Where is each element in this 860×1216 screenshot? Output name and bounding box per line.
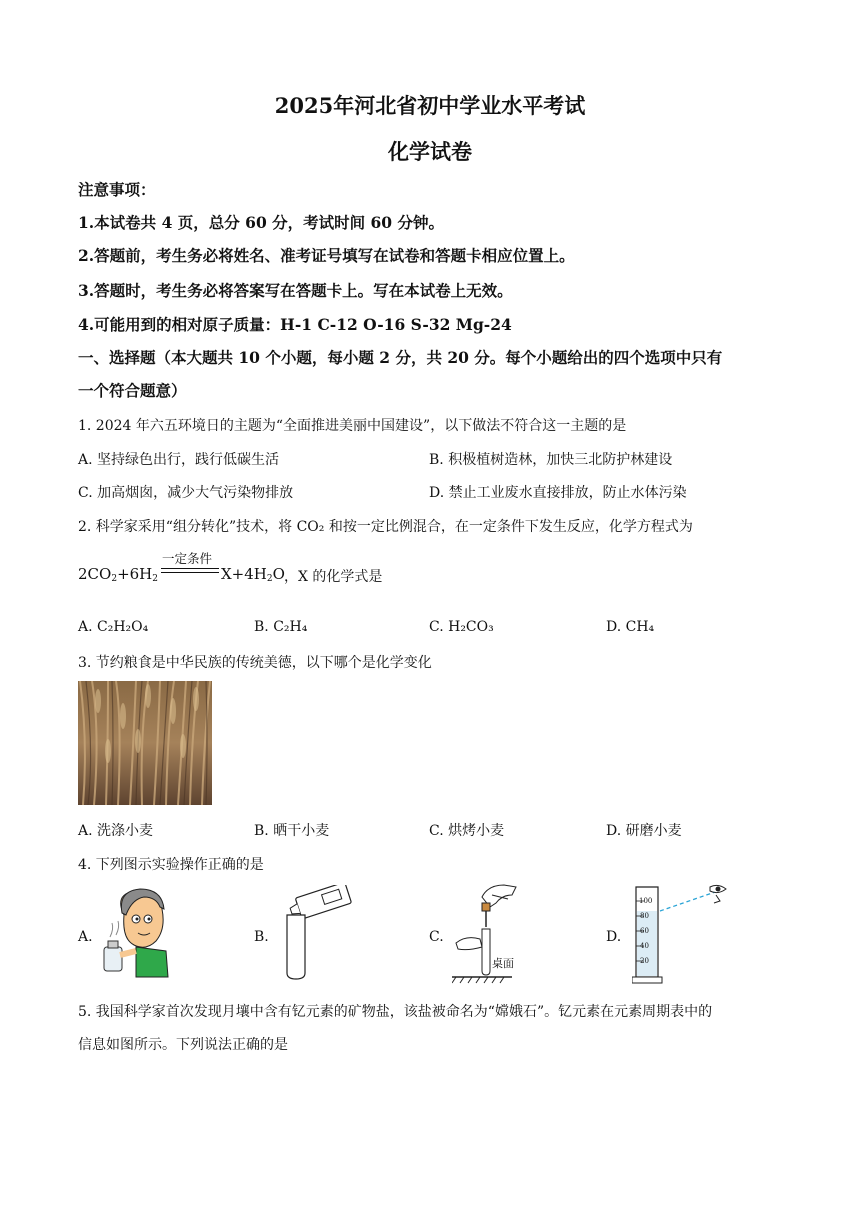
q3-stem: 3. 节约粮食是中华民族的传统美德，以下哪个是化学变化 [78, 655, 432, 671]
graduated-cylinder-figure [632, 883, 730, 987]
q5-stem: 5. 我国科学家首次发现月壤中含有钇元素的矿物盐，该盐被命名为“嫦娥石”。钇元素在元素周期表中的 [78, 1004, 713, 1020]
dropper-figure [452, 881, 522, 985]
q2-stem: 2. 科学家采用“组分转化”技术，将 CO₂ 和按一定比例混合，在一定条件下发生反应，化学方程式为 [78, 519, 693, 535]
q2-option-b: B. C₂H₄ [254, 619, 308, 635]
wheat-photo [78, 681, 212, 805]
q3-option-b: B. 晒干小麦 [254, 823, 330, 839]
q2-option-a: A. C₂H₂O₄ [78, 619, 149, 635]
page-title: 2025年河北省初中学业水平考试 [274, 93, 586, 118]
q1-stem: 1. 2024 年六五环境日的主题为“全面推进美丽中国建设”，以下做法不符合这一主题的是 [78, 418, 627, 434]
scale-80: 80 [640, 912, 649, 920]
q4-option-c: C. [429, 929, 444, 945]
q1-option-c: C. 加高烟囱，减少大气污染物排放 [78, 485, 294, 501]
section-heading: 一、选择题（本大题共 10 个小题，每小题 2 分，共 20 分。每个小题给出的四个选项中只有 [78, 348, 723, 367]
q1-option-a: A. 坚持绿色出行，践行低碳生活 [78, 452, 280, 468]
page-subtitle: 化学试卷 [388, 139, 472, 164]
note-item: 1.本试卷共 4 页，总分 60 分，考试时间 60 分钟。 [78, 213, 444, 232]
q2-option-c: C. H₂CO₃ [429, 619, 494, 635]
notes-heading: 注意事项： [78, 180, 156, 199]
q5-stem-cont: 信息如图所示。下列说法正确的是 [78, 1037, 288, 1053]
q2-equation: $2CO_2+6H_2$ 一定条件 $X+4H_2O$ ，X 的化学式是 [78, 551, 383, 585]
desk-label: 桌面 [492, 957, 514, 970]
equation-condition: 一定条件 [162, 551, 213, 566]
q2-option-d: D. CH₄ [606, 619, 655, 635]
q3-option-d: D. 研磨小麦 [606, 823, 682, 839]
smelling-gas-figure [96, 885, 172, 979]
scale-40: 40 [640, 942, 649, 950]
note-item: 2.答题前，考生务必将姓名、准考证号填写在试卷和答题卡相应位置上。 [78, 246, 575, 265]
note-item: 4.可能用到的相对原子质量：H-1 C-12 O-16 S-32 Mg-24 [78, 315, 512, 334]
q4-option-a: A. [78, 929, 93, 945]
equation-question: ，X 的化学式是 [284, 569, 383, 585]
q4-option-b: B. [254, 929, 269, 945]
pouring-liquid-figure [285, 885, 355, 981]
scale-20: 20 [640, 957, 649, 965]
q3-option-a: A. 洗涤小麦 [78, 823, 154, 839]
scale-100: 100 [639, 897, 653, 905]
q1-option-b: B. 积极植树造林，加快三北防护林建设 [429, 452, 673, 468]
scale-60: 60 [640, 927, 649, 935]
q4-option-d: D. [606, 929, 622, 945]
q3-option-c: C. 烘烤小麦 [429, 823, 505, 839]
equation-equals [161, 568, 219, 573]
q4-stem: 4. 下列图示实验操作正确的是 [78, 857, 264, 873]
section-heading-cont: 一个符合题意） [78, 381, 187, 400]
note-item: 3.答题时，考生务必将答案写在答题卡上。写在本试卷上无效。 [78, 281, 513, 300]
q1-option-d: D. 禁止工业废水直接排放，防止水体污染 [429, 485, 687, 501]
